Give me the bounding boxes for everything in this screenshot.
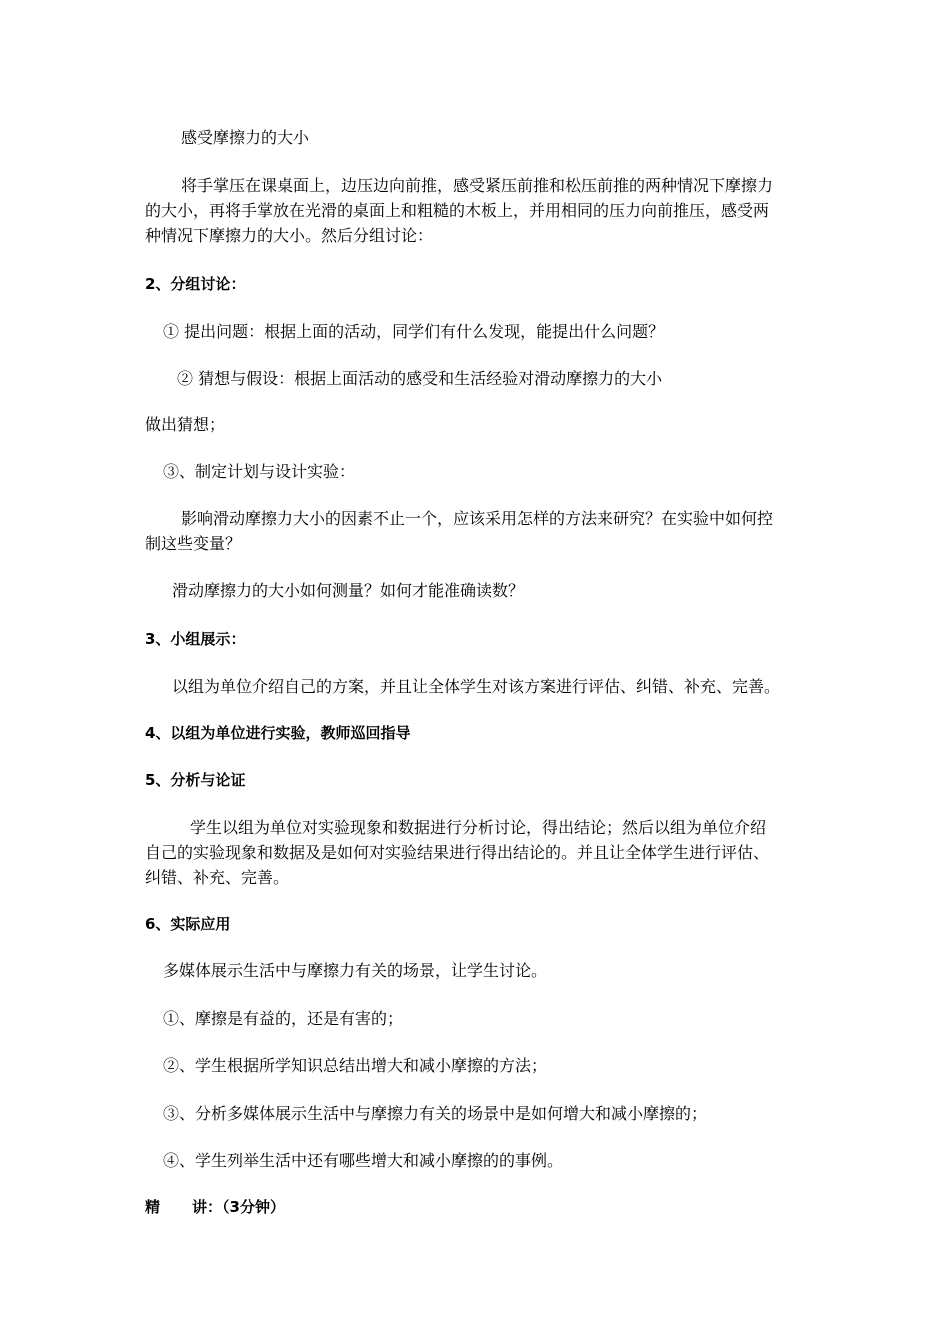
paragraph-line: 制这些变量？ (145, 534, 242, 553)
final-heading-part1: 精 (145, 1198, 161, 1216)
list-item: ②、学生根据所学知识总结出增大和减小摩擦的方法； (163, 1056, 548, 1075)
paragraph-line: 的大小，再将手掌放在光滑的桌面上和粗糙的木板上，并用相同的压力向前推压，感受两 (145, 201, 770, 220)
list-item: ① 提出问题：根据上面的活动，同学们有什么发现，能提出什么问题？ (163, 322, 665, 341)
paragraph-line: 滑动摩擦力的大小如何测量？如何才能准确读数？ (172, 581, 525, 600)
paragraph-line: 将手掌压在课桌面上，边压边向前推，感受紧压前推和松压前推的两种情况下摩擦力 (181, 176, 774, 195)
list-item: ③、制定计划与设计实验： (163, 462, 356, 481)
paragraph-line: 种情况下摩擦力的大小。然后分组讨论： (145, 226, 434, 245)
list-item: ② 猜想与假设：根据上面活动的感受和生活经验对滑动摩擦力的大小 (177, 369, 663, 388)
section-heading-4: 4、以组为单位进行实验，教师巡回指导 (145, 724, 411, 742)
section-heading-3: 3、小组展示： (145, 630, 246, 648)
paragraph-line: 学生以组为单位对实验现象和数据进行分析讨论，得出结论；然后以组为单位介绍 (190, 818, 767, 837)
section-heading-5: 5、分析与论证 (145, 771, 246, 789)
final-heading (145, 1197, 285, 1217)
list-item: ①、摩擦是有益的，还是有害的； (163, 1009, 404, 1028)
paragraph-line: 影响滑动摩擦力大小的因素不止一个，应该采用怎样的方法来研究？在实验中如何控 (181, 509, 774, 528)
section-heading-2: 2、分组讨论： (145, 275, 246, 293)
paragraph-intro-title: 感受摩擦力的大小 (181, 128, 310, 147)
list-item: ④、学生列举生活中还有哪些增大和减小摩擦的的事例。 (163, 1151, 564, 1170)
paragraph-line: 多媒体展示生活中与摩擦力有关的场景，让学生讨论。 (163, 961, 548, 980)
paragraph-line: 纠错、补充、完善。 (145, 868, 290, 887)
paragraph-line: 做出猜想； (145, 415, 226, 434)
section-heading-6: 6、实际应用 (145, 915, 231, 933)
paragraph-line: 自己的实验现象和数据及是如何对实验结果进行得出结论的。并且让全体学生进行评估、 (145, 843, 770, 862)
final-heading-part2: 讲：（3分钟） (192, 1198, 285, 1216)
list-item: ③、分析多媒体展示生活中与摩擦力有关的场景中是如何增大和减小摩擦的； (163, 1104, 708, 1123)
paragraph-line: 以组为单位介绍自己的方案，并且让全体学生对该方案进行评估、纠错、补充、完善。 (172, 677, 781, 696)
